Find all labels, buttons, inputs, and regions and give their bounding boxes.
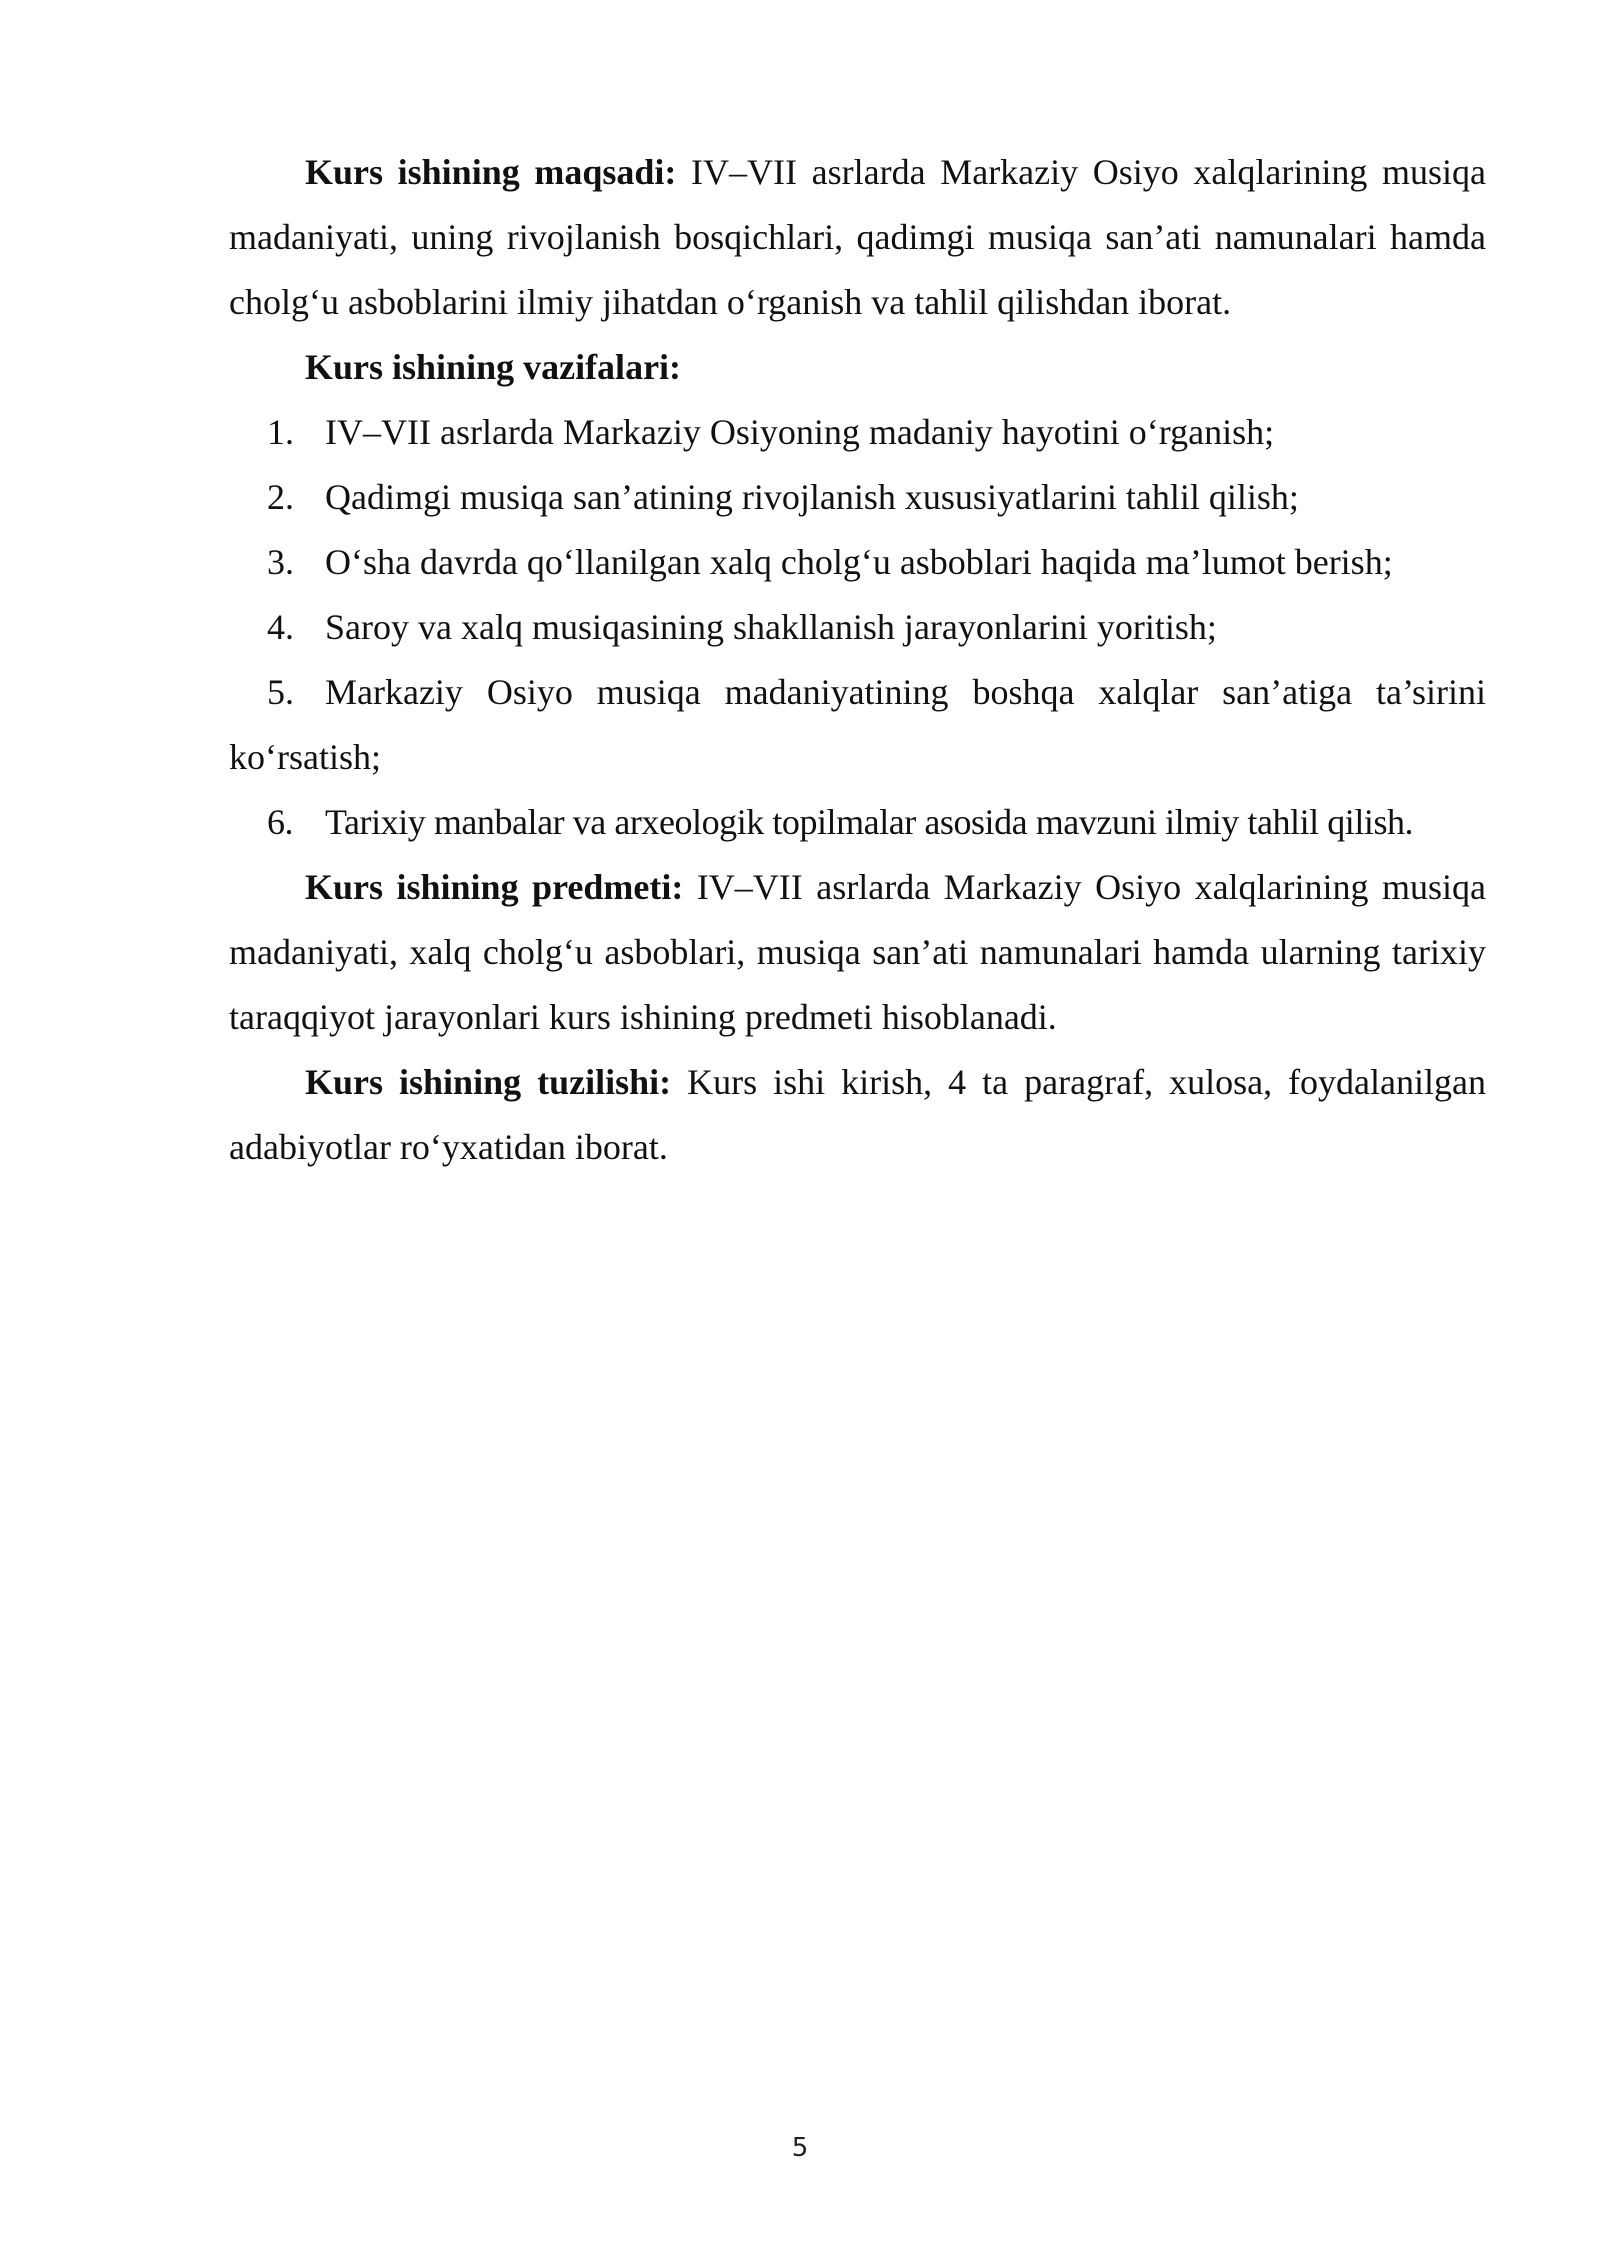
subject-heading: Kurs ishining predmeti: (305, 867, 684, 907)
tasks-heading-paragraph (229, 335, 1486, 400)
structure-heading: Kurs ishining tuzilishi: (305, 1062, 672, 1102)
list-item-text: IV–VII asrlarda Markaziy Osiyoning madaniy hayotini o‘rganish; (325, 412, 1275, 452)
list-item-number: 2. (267, 477, 294, 517)
purpose-text: IV–VII asrlarda Markaziy Osiyo xalqlarining musiqa madaniyati, uning rivojlanish bosqichlari, qadimgi musiqa san’ati namunalari hamda cholg‘u asboblarini ilmiy jihatdan o‘rganish va tahlil qilishdan iborat. (229, 152, 1487, 322)
list-item-text: O‘sha davrda qo‘llanilgan xalq cholg‘u asboblari haqida ma’lumot berish; (325, 542, 1393, 582)
list-item (229, 465, 1486, 530)
list-item (229, 595, 1486, 660)
list-item-number: 1. (267, 412, 294, 452)
list-item-number: 3. (267, 542, 294, 582)
page-number: 5 (791, 2133, 809, 2163)
subject-text: IV–VII asrlarda Markaziy Osiyo xalqlarining musiqa madaniyati, xalq cholg‘u asboblari, musiqa san’ati namunalari hamda ularning tarixiy taraqqiyot jarayonlari kurs ishining predmeti hisoblanadi. (229, 867, 1486, 1037)
structure-text: Kurs ishi kirish, 4 ta paragraf, xulosa, foydalanilgan adabiyotlar ro‘yxatidan iborat. (229, 1062, 1486, 1167)
list-item (229, 660, 1486, 790)
purpose-heading: Kurs ishining maqsadi: (305, 152, 677, 192)
tasks-list (229, 400, 1486, 855)
list-item (229, 790, 1486, 855)
list-item-text: Markaziy Osiyo musiqa madaniyatining boshqa xalqlar san’atiga ta’sirini ko‘rsatish; (229, 672, 1486, 777)
list-item-text: Saroy va xalq musiqasining shakllanish jarayonlarini yoritish; (325, 607, 1217, 647)
subject-paragraph (229, 855, 1486, 1050)
tasks-heading: Kurs ishining vazifalari: (305, 347, 682, 387)
list-item-text: Qadimgi musiqa san’atining rivojlanish xususiyatlarini tahlil qilish; (325, 477, 1299, 517)
list-item-number: 5. (267, 672, 294, 712)
list-item (229, 530, 1486, 595)
purpose-paragraph (229, 140, 1486, 335)
document-page (229, 140, 1486, 1180)
list-item-number: 4. (267, 607, 294, 647)
list-item-text: Tarixiy manbalar va arxeologik topilmalar asosida mavzuni ilmiy tahlil qilish. (325, 802, 1414, 842)
list-item (229, 400, 1486, 465)
list-item-number: 6. (267, 802, 294, 842)
structure-paragraph (229, 1050, 1486, 1180)
